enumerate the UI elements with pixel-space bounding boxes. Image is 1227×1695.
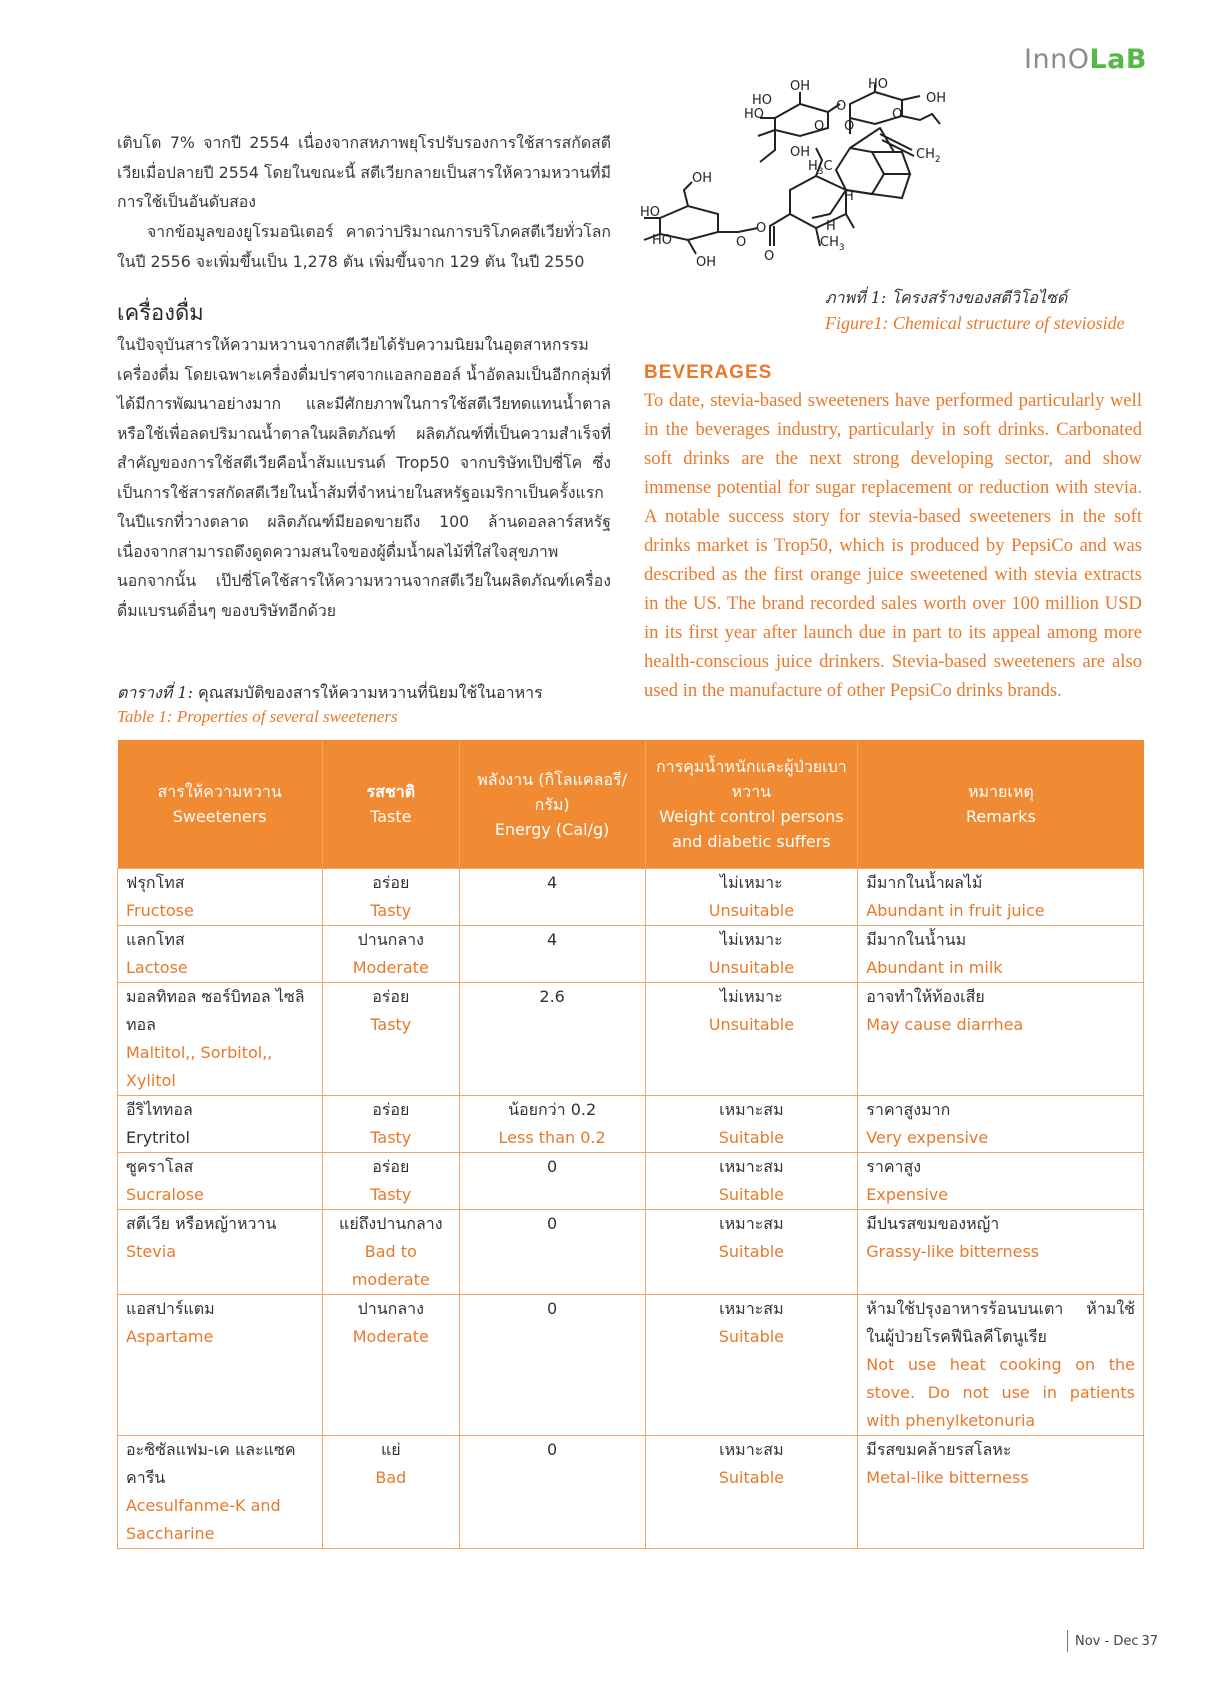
thai-paragraph-2: จากข้อมูลของยูโรมอนิเตอร์ คาดว่าปริมาณการบริโภคสตีเวียทั่วโลกในปี 2556 จะเพิ่มขึ้นเป็น 1,278 ตัน เพิ่มขึ้นจาก 129 ตัน ในปี 2550	[117, 222, 611, 271]
cell-weight-control: ไม่เหมาะ Unsuitable	[645, 983, 858, 1096]
header-weight-control: การคุมน้ำหนักและผู้ป่วยเบาหวาน Weight control persons and diabetic suffers	[645, 740, 858, 869]
footer-page-number: 37	[1141, 1634, 1159, 1649]
table-row	[118, 1210, 1144, 1295]
cell-energy: 2.6	[459, 983, 645, 1096]
cell-remarks: มีปนรสขมของหญ้า Grassy-like bitterness	[858, 1210, 1144, 1295]
page-footer	[1075, 1634, 1158, 1649]
cell-energy: 0	[459, 1210, 645, 1295]
beverages-heading: BEVERAGES	[644, 362, 773, 383]
chem-label-h3c: $H_3C$	[808, 159, 833, 177]
cell-taste: อร่อย Tasty	[322, 983, 459, 1096]
cell-taste: ปานกลาง Moderate	[322, 1295, 459, 1436]
cell-sweetener: มอลทิทอล ซอร์บิทอล ไซลิทอล Maltitol,, Sorbitol,, Xylitol	[118, 983, 323, 1096]
header-remarks: หมายเหตุ Remarks	[858, 740, 1144, 869]
chem-label-o: O	[736, 235, 747, 250]
table-row	[118, 869, 1144, 926]
chem-label-o: O	[844, 119, 855, 134]
cell-weight-control: เหมาะสม Suitable	[645, 1096, 858, 1153]
table-row	[118, 983, 1144, 1096]
cell-energy: 0	[459, 1295, 645, 1436]
logo-inno: InnO	[1024, 44, 1090, 75]
table-row	[118, 1436, 1144, 1549]
cell-weight-control: เหมาะสม Suitable	[645, 1295, 858, 1436]
table-caption-text: คุณสมบัติของสารให้ความหวานที่นิยมใช้ในอาหาร	[192, 683, 543, 702]
cell-sweetener: อะซิซัลแฟม-เค และแซคคารีน Acesulfanme-K and Saccharine	[118, 1436, 323, 1549]
table-caption-label: ตารางที่ 1:	[117, 683, 193, 702]
cell-sweetener: ซูคราโลส Sucralose	[118, 1153, 323, 1210]
cell-energy: 4	[459, 926, 645, 983]
chem-label-o: O	[756, 221, 767, 236]
chem-label-ho: HO	[744, 107, 765, 122]
stevioside-structure-figure	[640, 78, 1160, 283]
chem-label-ho: HO	[752, 93, 773, 108]
cell-weight-control: ไม่เหมาะ Unsuitable	[645, 869, 858, 926]
footer-divider	[1067, 1630, 1068, 1652]
chem-label-oh: OH	[790, 79, 811, 94]
cell-remarks: ห้ามใช้ปรุงอาหารร้อนบนเตา ห้ามใช้ในผู้ป่วยโรคฟีนิลคีโตนูเรีย Not use heat cooking on the stove. Do not use in patients with phenylketonuria	[858, 1295, 1144, 1436]
cell-weight-control: เหมาะสม Suitable	[645, 1153, 858, 1210]
cell-taste: อร่อย Tasty	[322, 869, 459, 926]
chem-label-oh: OH	[926, 91, 947, 106]
cell-remarks: ราคาสูง Expensive	[858, 1153, 1144, 1210]
header-taste: รสชาติ Taste	[322, 740, 459, 869]
table-row	[118, 926, 1144, 983]
cell-taste: อร่อย Tasty	[322, 1096, 459, 1153]
cell-weight-control: เหมาะสม Suitable	[645, 1436, 858, 1549]
cell-sweetener: ฟรุกโทส Fructose	[118, 869, 323, 926]
chem-label-h: H	[826, 219, 836, 234]
thai-beverages-heading: เครื่องดื่ม	[117, 301, 204, 326]
thai-paragraph-3: ในปัจจุบันสารให้ความหวานจากสตีเวียได้รับความนิยมในอุตสาหกรรมเครื่องดื่ม โดยเฉพาะเครื่องดื่มปราศจากแอลกอฮอล์ น้ำอัดลมเป็นอีกกลุ่มที่ได้มีการพัฒนาอย่างมาก และมีศักยภาพในการใช้สตีเวียทดแทนน้ำตาลหรือใช้เพื่อลดปริมาณน้ำตาลในผลิตภัณฑ์ ผลิตภัณฑ์ที่เป็นความสำเร็จที่สำคัญของการใช้สตีเวียคือน้ำส้มแบรนด์ Trop50 จากบริษัทเป๊ปซี่โค ซึ่งเป็นการใช้สารสกัดสตีเวียในน้ำส้มที่จำหน่ายในสหรัฐอเมริกาเป็นครั้งแรก ในปีแรกที่วางตลาด ผลิตภัณฑ์มียอดขายถึง 100 ล้านดอลลาร์สหรัฐ เนื่องจากสามารถดึงดูดความสนใจของผู้ดื่มน้ำผลไม้ที่ใส่ใจสุขภาพ นอกจากนั้น เป๊ปซี่โคใช้สารให้ความหวานจากสตีเวียในผลิตภัณฑ์เครื่องดื่มแบรนด์อื่นๆ ของบริษัทอีกด้วย	[117, 335, 611, 620]
table-row	[118, 1295, 1144, 1436]
chem-label-ho: HO	[652, 233, 673, 248]
chem-label-oh: OH	[696, 255, 717, 270]
table-row	[118, 1096, 1144, 1153]
sweeteners-properties-table	[117, 740, 1144, 1549]
cell-energy: 0	[459, 1436, 645, 1549]
cell-energy: น้อยกว่า 0.2 Less than 0.2	[459, 1096, 645, 1153]
cell-sweetener: สตีเวีย หรือหญ้าหวาน Stevia	[118, 1210, 323, 1295]
figure-caption-english: Figure1: Chemical structure of stevioside	[825, 313, 1125, 333]
table-caption-english: Table 1: Properties of several sweeteners	[117, 707, 398, 726]
cell-sweetener: แลกโทส Lactose	[118, 926, 323, 983]
header-sweeteners: สารให้ความหวาน Sweeteners	[118, 740, 323, 869]
cell-taste: ปานกลาง Moderate	[322, 926, 459, 983]
cell-remarks: อาจทำให้ท้องเสีย May cause diarrhea	[858, 983, 1144, 1096]
chem-label-oh: OH	[692, 171, 713, 186]
chem-label-o: O	[892, 107, 903, 122]
cell-remarks: ราคาสูงมาก Very expensive	[858, 1096, 1144, 1153]
table-header-row	[118, 740, 1144, 869]
chem-label-o: O	[764, 249, 775, 264]
innolab-logo	[1024, 44, 1147, 75]
footer-issue: Nov - Dec	[1075, 1634, 1139, 1649]
chem-label-o: O	[836, 99, 847, 114]
cell-energy: 4	[459, 869, 645, 926]
cell-sweetener: แอสปาร์แตม Aspartame	[118, 1295, 323, 1436]
chem-label-ho: HO	[640, 205, 661, 220]
chem-label-h: H	[844, 189, 854, 204]
chem-label-ch3: $CH_3$	[820, 235, 845, 253]
cell-weight-control: ไม่เหมาะ Unsuitable	[645, 926, 858, 983]
chem-label-ho: HO	[868, 78, 889, 92]
cell-remarks: มีมากในน้ำผลไม้ Abundant in fruit juice	[858, 869, 1144, 926]
chem-label-ch2: $CH_2$	[916, 147, 941, 165]
thai-paragraph-1: เติบโต 7% จากปี 2554 เนื่องจากสหภาพยุโรปรับรองการใช้สารสกัดสตีเวียเมื่อปลายปี 2554 โดยในขณะนี้ สตีเวียกลายเป็นสารให้ความหวานที่มีการใช้เป็นอันดับสอง	[117, 133, 611, 211]
cell-energy: 0	[459, 1153, 645, 1210]
cell-remarks: มีรสขมคล้ายรสโลหะ Metal-like bitterness	[858, 1436, 1144, 1549]
cell-sweetener: อีริไททอล Erytritol	[118, 1096, 323, 1153]
cell-taste: อร่อย Tasty	[322, 1153, 459, 1210]
table-row	[118, 1153, 1144, 1210]
chem-label-oh: OH	[790, 145, 811, 160]
english-paragraph: To date, stevia-based sweeteners have performed particularly well in the beverages industry, particularly in soft drinks. Carbonated soft drinks are the next strong developing sector, and show immense potential for sugar replacement or reduction with stevia. A notable success story for stevia-based sweeteners in the soft drinks market is Trop50, which is produced by PepsiCo and was described as the first orange juice sweetened with stevia extracts in the US. The brand recorded sales worth over 100 million USD in its first year after launch due in part to its appeal among more health-conscious juice drinkers. Stevia-based sweeteners are also used in the manufacture of other PepsiCo drinks brands.	[644, 390, 1142, 701]
table-caption-thai	[117, 681, 543, 706]
cell-remarks: มีมากในน้ำนม Abundant in milk	[858, 926, 1144, 983]
header-energy: พลังงาน (กิโลแคลอรี/กรัม) Energy (Cal/g)	[459, 740, 645, 869]
logo-lab: LaB	[1089, 44, 1147, 75]
figure-caption-thai: ภาพที่ 1: โครงสร้างของสตีวิโอไซด์	[825, 288, 1068, 307]
cell-weight-control: เหมาะสม Suitable	[645, 1210, 858, 1295]
cell-taste: แย่ Bad	[322, 1436, 459, 1549]
chem-label-o: O	[814, 119, 825, 134]
cell-taste: แย่ถึงปานกลาง Bad to moderate	[322, 1210, 459, 1295]
